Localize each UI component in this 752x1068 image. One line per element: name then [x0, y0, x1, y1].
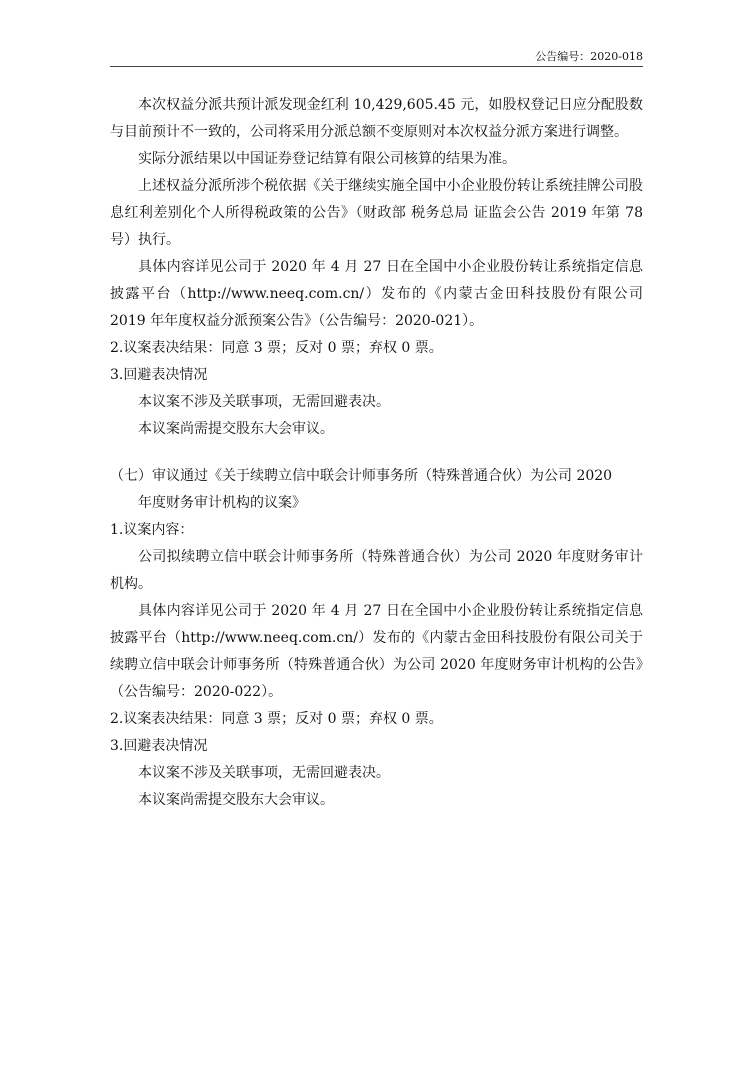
submit-text: 本议案尚需提交股东大会审议。	[138, 421, 334, 437]
avoid-vote-heading: 3.回避表决情况	[110, 367, 208, 383]
paragraph-dividend-total: 本次权益分派共预计派发现金红利 10,429,605.45 元，如股权登记日应分配股数与目前预计不一致的，公司将采用分派总额不变原则对本次权益分派方案进行调整。	[110, 97, 643, 140]
section-7-paragraph-1: 公司拟续聘立信中联会计师事务所（特殊普通合伙）为公司 2020 年度财务审计机构。	[110, 549, 643, 592]
section-7-title-line1: （七）审议通过《关于续聘立信中联会计师事务所（特殊普通合伙）为公司 2020	[110, 468, 613, 484]
section-7-vote-result: 2.议案表决结果：同意 3 票；反对 0 票；弃权 0 票。	[110, 711, 443, 727]
section-7-avoid-vote-heading: 3.回避表决情况	[110, 738, 208, 754]
paragraph-tax-basis: 上述权益分派所涉个税依据《关于继续实施全国中小企业股份转让系统挂牌公司股息红利差别化个人所得税政策的公告》（财政部 税务总局 证监会公告 2019 年第 78 号）执行。	[110, 178, 643, 248]
section-7-submit-text: 本议案尚需提交股东大会审议。	[138, 792, 334, 808]
avoid-vote-text: 本议案不涉及关联事项，无需回避表决。	[138, 394, 390, 410]
paragraph-details-link: 具体内容详见公司于 2020 年 4 月 27 日在全国中小企业股份转让系统指定信息披露平台（http://www.neeq.com.cn/）发布的《内蒙古金田科技股份有限公司 2019 年年度权益分派预案公告》（公告编号：2020-021）。	[110, 259, 643, 329]
vote-result: 2.议案表决结果：同意 3 票；反对 0 票；弃权 0 票。	[110, 340, 443, 356]
paragraph-actual-result: 实际分派结果以中国证券登记结算有限公司核算的结果为准。	[138, 151, 516, 167]
section-7-content-label: 1.议案内容：	[110, 522, 194, 538]
section-gap	[110, 443, 643, 463]
section-7-title-line2: 年度财务审计机构的议案》	[138, 495, 306, 511]
page-header	[110, 50, 643, 67]
doc-number: 公告编号：2020-018	[535, 50, 643, 63]
document-body	[110, 92, 643, 814]
section-7-paragraph-2: 具体内容详见公司于 2020 年 4 月 27 日在全国中小企业股份转让系统指定信息披露平台（http://www.neeq.com.cn/）发布的《内蒙古金田科技股份有限公司关于续聘立信中联会计师事务所（特殊普通合伙）为公司 2020 年度财务审计机构的公告》（公告编号：2020-022）。	[110, 603, 643, 700]
section-7-avoid-vote-text: 本议案不涉及关联事项，无需回避表决。	[138, 765, 390, 781]
section-7-title	[110, 463, 643, 517]
